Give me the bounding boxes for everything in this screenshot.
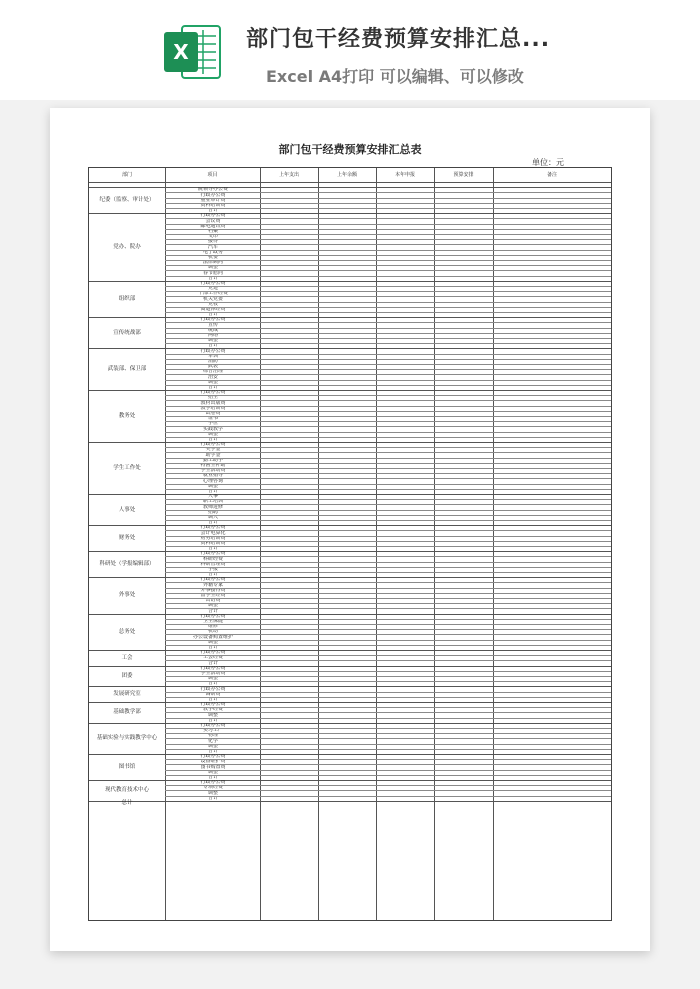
row-divider — [165, 572, 611, 573]
item-label: 学报 — [207, 567, 218, 572]
row-divider — [165, 265, 611, 266]
row-divider — [165, 380, 611, 381]
row-divider — [165, 582, 611, 583]
item-label: 合计 — [207, 208, 218, 214]
row-divider — [165, 478, 611, 479]
item-label: 调整 — [207, 790, 218, 796]
item-label: 会计电算化 — [200, 530, 226, 536]
item-label: 党建 — [207, 286, 218, 292]
item-label: 外籍专家 — [202, 582, 223, 588]
row-divider — [165, 307, 611, 308]
column-header: 项目 — [207, 172, 218, 178]
row-divider — [165, 770, 611, 771]
row-divider — [165, 286, 611, 287]
row-divider — [165, 629, 611, 630]
row-divider — [165, 432, 611, 433]
row-divider — [165, 546, 611, 547]
row-divider — [165, 718, 611, 719]
column-header: 本年申报 — [394, 172, 415, 178]
item-label: 合计 — [207, 385, 218, 390]
item-label: 离退休经费 — [200, 307, 226, 312]
row-divider — [165, 556, 611, 557]
item-label: 卫生保健 — [202, 619, 223, 624]
row-divider — [165, 624, 611, 625]
row-divider — [165, 203, 611, 204]
item-label: 教材出版费 — [200, 400, 226, 406]
page-header — [0, 0, 700, 100]
item-label: 调研费 — [205, 691, 221, 697]
item-label: 行政办公费 — [200, 442, 226, 448]
item-label: 合计 — [207, 645, 218, 650]
row-divider — [165, 338, 611, 339]
department-name: 团委 — [121, 673, 133, 679]
row-divider — [165, 354, 611, 355]
item-label: 合计 — [207, 343, 218, 349]
item-label: 行政办公费 — [200, 317, 226, 323]
row-divider — [165, 364, 611, 365]
department-name: 纪委（监察、审计处） — [99, 197, 155, 204]
sheet-title: 部门包干经费预算安排汇总表 — [278, 143, 422, 156]
item-label: 合计 — [207, 749, 218, 754]
item-label: 勤工助学 — [202, 457, 223, 463]
item-label: 行政办公费 — [200, 686, 226, 692]
row-divider — [165, 312, 611, 313]
item-label: 专项经费 — [202, 785, 223, 791]
item-label: 调整 — [207, 712, 218, 718]
department-name: 财务处 — [118, 535, 136, 542]
row-divider — [165, 712, 611, 713]
department-name: 发展研究室 — [113, 691, 141, 698]
item-label: 合计 — [207, 312, 218, 318]
item-label: 邮电通讯费 — [200, 223, 226, 229]
row-divider — [165, 452, 611, 453]
item-label: 学生活动费 — [200, 671, 226, 676]
item-label: 设备维护费 — [200, 759, 226, 765]
row-divider — [165, 749, 611, 750]
item-label: 行政办公费 — [200, 780, 226, 786]
row-divider — [165, 270, 611, 271]
item-label: 就业指导 — [202, 473, 223, 479]
row-divider — [165, 447, 611, 448]
column-header: 备注 — [546, 172, 557, 178]
column-header: 预算安排 — [453, 172, 474, 178]
item-label: 科研经费 — [202, 556, 223, 562]
department-name: 现代教育技术中心 — [104, 787, 149, 794]
row-divider — [165, 198, 611, 199]
item-label: 合计 — [207, 717, 218, 723]
item-label: 科研管理费 — [200, 561, 226, 567]
item-label: 工会经费 — [202, 655, 223, 661]
row-divider — [165, 208, 611, 209]
item-label: 证书 — [207, 416, 218, 422]
row-divider — [165, 640, 611, 641]
row-divider — [165, 239, 611, 240]
row-divider — [165, 738, 611, 739]
row-divider — [165, 697, 611, 698]
item-label: 调人 — [207, 515, 218, 520]
item-label: 合计 — [207, 546, 218, 552]
item-label: 调整 — [207, 379, 218, 385]
item-label: 招生 — [207, 395, 218, 401]
item-label: 行政办公费 — [200, 213, 226, 219]
item-label: 学生活动费 — [200, 468, 226, 474]
item-label: 物理 — [207, 733, 218, 739]
row-divider — [165, 619, 611, 620]
item-label: 教学培训费 — [200, 405, 226, 411]
row-divider — [165, 291, 611, 292]
item-label: 行政办公费 — [200, 754, 226, 760]
item-label: 网络 — [207, 333, 218, 338]
row-divider — [165, 229, 611, 230]
row-divider — [165, 536, 611, 537]
column-header: 上年支出 — [278, 172, 299, 178]
item-label: 外事接待费 — [200, 587, 226, 593]
item-label: 化学 — [207, 738, 218, 744]
item-label: 图书购置费 — [200, 764, 226, 770]
row-divider — [165, 785, 611, 786]
item-label: 行政办公费 — [200, 723, 226, 728]
department-name: 学生工作处 — [113, 465, 141, 471]
item-label: 办公设备购置维护 — [192, 634, 233, 640]
excel-icon — [160, 20, 224, 84]
item-label: 学位 — [207, 421, 218, 427]
item-label: 合计 — [207, 572, 218, 578]
item-label: 调整 — [207, 265, 218, 271]
column-header: 上年余额 — [336, 172, 357, 178]
item-label: 调整 — [207, 431, 218, 437]
item-label: 汽车 — [207, 244, 218, 250]
item-label: 合计 — [207, 520, 218, 526]
item-label: 调整 — [207, 483, 218, 489]
row-divider — [165, 790, 611, 791]
item-label: 奖学金 — [205, 447, 221, 453]
row-divider — [165, 655, 611, 656]
item-label: 党校 — [207, 301, 218, 307]
item-label: 法律顾问 — [202, 260, 223, 266]
row-divider — [165, 598, 611, 599]
row-divider — [165, 328, 611, 329]
document-subtitle: Excel A4打印 可以编辑、可以修改 — [266, 67, 524, 86]
item-label: 财务培训费 — [200, 535, 226, 541]
item-label: 会议费 — [205, 218, 221, 224]
row-divider — [165, 588, 611, 589]
row-divider — [165, 296, 611, 297]
item-label: 干部工作经费 — [197, 291, 228, 297]
row-divider — [165, 728, 611, 729]
row-divider — [165, 468, 611, 469]
item-label: 行政办公费 — [200, 525, 226, 531]
department-name: 总计 — [121, 800, 133, 807]
department-name: 宣传统战部 — [113, 329, 141, 336]
item-label: 特困生补助 — [200, 463, 226, 468]
item-label: 行政办公费 — [200, 551, 226, 557]
row-divider — [165, 343, 611, 344]
item-label: 合计 — [207, 775, 218, 780]
unit-label: 单位：元 — [532, 158, 564, 167]
item-label: 档案 — [207, 229, 218, 234]
row-divider — [165, 302, 611, 303]
item-label: 试卷费 — [205, 411, 221, 416]
row-divider — [165, 224, 611, 225]
department-name: 教务处 — [118, 413, 136, 419]
item-label: 消防 — [207, 359, 218, 364]
row-divider — [165, 484, 611, 485]
item-label: 合计 — [207, 608, 218, 614]
department-name: 组织部 — [118, 296, 136, 302]
row-divider — [165, 530, 611, 531]
row-divider — [165, 255, 611, 256]
row-divider — [165, 733, 611, 734]
item-label: 调整 — [207, 676, 218, 682]
item-label: 行政办公费 — [200, 702, 226, 708]
row-divider — [165, 421, 611, 422]
item-label: 武装 — [207, 364, 218, 370]
item-label: 重业审计费 — [200, 197, 226, 203]
row-divider — [165, 385, 611, 386]
row-divider — [165, 411, 611, 412]
row-divider — [165, 234, 611, 235]
item-label: 教学经费 — [202, 707, 223, 713]
department-name: 工会 — [121, 654, 133, 661]
row-divider — [165, 322, 611, 323]
row-divider — [165, 276, 611, 277]
row-divider — [165, 416, 611, 417]
row-divider — [165, 660, 611, 661]
item-label: 行政办公费 — [200, 613, 226, 619]
document-title: 部门包干经费预算安排汇总... — [246, 27, 551, 52]
department-name: 科研处（学报编辑部） — [99, 561, 155, 568]
item-label: 机关党委 — [202, 296, 223, 302]
row-divider — [165, 515, 611, 516]
item-label: 资料培训费 — [200, 541, 226, 546]
department-name: 外事处 — [118, 592, 136, 599]
item-label: 合计 — [207, 795, 218, 801]
row-divider — [165, 759, 611, 760]
item-label: 合计 — [207, 437, 218, 442]
item-label: 出访费 — [205, 598, 221, 604]
row-divider — [165, 400, 611, 401]
row-divider — [165, 775, 611, 776]
item-label: 行政办公费 — [200, 577, 226, 583]
row-divider — [165, 520, 611, 521]
spreadsheet-page — [50, 108, 650, 951]
row-divider — [165, 504, 611, 505]
row-divider — [165, 260, 611, 261]
row-divider — [165, 369, 611, 370]
item-label: 综合治理 — [202, 369, 223, 375]
row-divider — [165, 333, 611, 334]
item-label: 电子政务 — [202, 249, 223, 255]
row-divider — [165, 744, 611, 745]
item-label: 心理咨询 — [202, 478, 223, 484]
item-label: 行政办公费 — [200, 281, 226, 286]
item-label: 资料培训费 — [200, 203, 226, 208]
column-header: 部门 — [121, 172, 132, 178]
row-divider — [165, 463, 611, 464]
department-name: 总务处 — [118, 628, 136, 635]
row-divider — [165, 593, 611, 594]
department-name: 图书馆 — [118, 764, 136, 770]
row-divider — [165, 499, 611, 500]
row-divider — [165, 192, 611, 193]
item-label: 实践教学 — [202, 426, 223, 432]
row-divider — [165, 541, 611, 542]
item-label — [166, 801, 260, 806]
row-divider — [165, 244, 611, 245]
item-label: 行政办公费 — [200, 665, 226, 671]
item-label: 调整 — [207, 639, 218, 645]
item-label: 调整 — [207, 603, 218, 609]
item-label: 院领导办公费 — [197, 187, 228, 193]
row-divider — [165, 395, 611, 396]
item-label: 调整 — [207, 743, 218, 749]
item-label: 行政办公费 — [200, 192, 226, 198]
item-label: 调整 — [207, 338, 218, 344]
item-label: 行政办公费 — [200, 390, 226, 396]
budget-table — [88, 167, 612, 921]
row-divider — [165, 603, 611, 604]
row-divider — [165, 676, 611, 677]
row-divider — [165, 426, 611, 427]
department-name: 基础教学部 — [113, 709, 141, 716]
item-label: 机动 — [207, 629, 218, 635]
item-label: 统战 — [207, 327, 218, 333]
excel-icon-letter: X — [173, 40, 189, 64]
row-divider — [165, 510, 611, 511]
item-label: 宣传 — [207, 322, 218, 328]
row-divider — [165, 608, 611, 609]
row-divider — [165, 692, 611, 693]
item-label: 春节慰问 — [202, 270, 223, 276]
item-label: 招聘 — [207, 509, 218, 515]
row-divider — [165, 218, 611, 219]
row-divider — [165, 406, 611, 407]
row-divider — [165, 645, 611, 646]
department-name: 武装部、保卫部 — [107, 366, 147, 373]
row-divider — [165, 562, 611, 563]
row-divider — [165, 707, 611, 708]
item-label: 教师进修 — [202, 504, 223, 510]
item-label: 留学生经费 — [200, 593, 226, 598]
item-label: 治安 — [207, 374, 218, 380]
item-label: 实习工厂 — [202, 728, 223, 734]
item-label: 职工培训 — [202, 499, 223, 505]
row-divider — [165, 764, 611, 765]
item-label: 文印 — [207, 234, 218, 240]
item-label: 合计 — [207, 489, 218, 494]
item-label: 机要 — [207, 255, 218, 260]
row-divider — [165, 796, 611, 797]
item-label: 助学金 — [205, 452, 221, 458]
row-divider — [165, 489, 611, 490]
item-label: 接待 — [207, 239, 218, 245]
row-divider — [165, 567, 611, 568]
item-label: 合计 — [207, 697, 218, 702]
item-label: 军训 — [207, 353, 218, 359]
department-name: 党办、院办 — [113, 244, 141, 250]
item-label: 行政办公费 — [200, 348, 226, 354]
item-label: 合计 — [207, 275, 218, 281]
row-divider — [165, 671, 611, 672]
row-divider — [165, 374, 611, 375]
row-divider — [165, 473, 611, 474]
row-divider — [165, 437, 611, 438]
department-name: 基础实验与实践教学中心 — [96, 735, 158, 742]
item-label: 人事 — [207, 494, 218, 500]
department-name: 人事处 — [118, 506, 136, 513]
item-label: 合计 — [207, 660, 218, 666]
row-divider — [165, 250, 611, 251]
item-label: 维修 — [207, 624, 218, 630]
item-label: 行政办公费 — [200, 650, 226, 656]
row-divider — [165, 359, 611, 360]
row-divider — [165, 634, 611, 635]
row-divider — [165, 458, 611, 459]
item-label: 调整 — [207, 769, 218, 775]
item-label: 合计 — [207, 681, 218, 687]
row-divider — [165, 681, 611, 682]
